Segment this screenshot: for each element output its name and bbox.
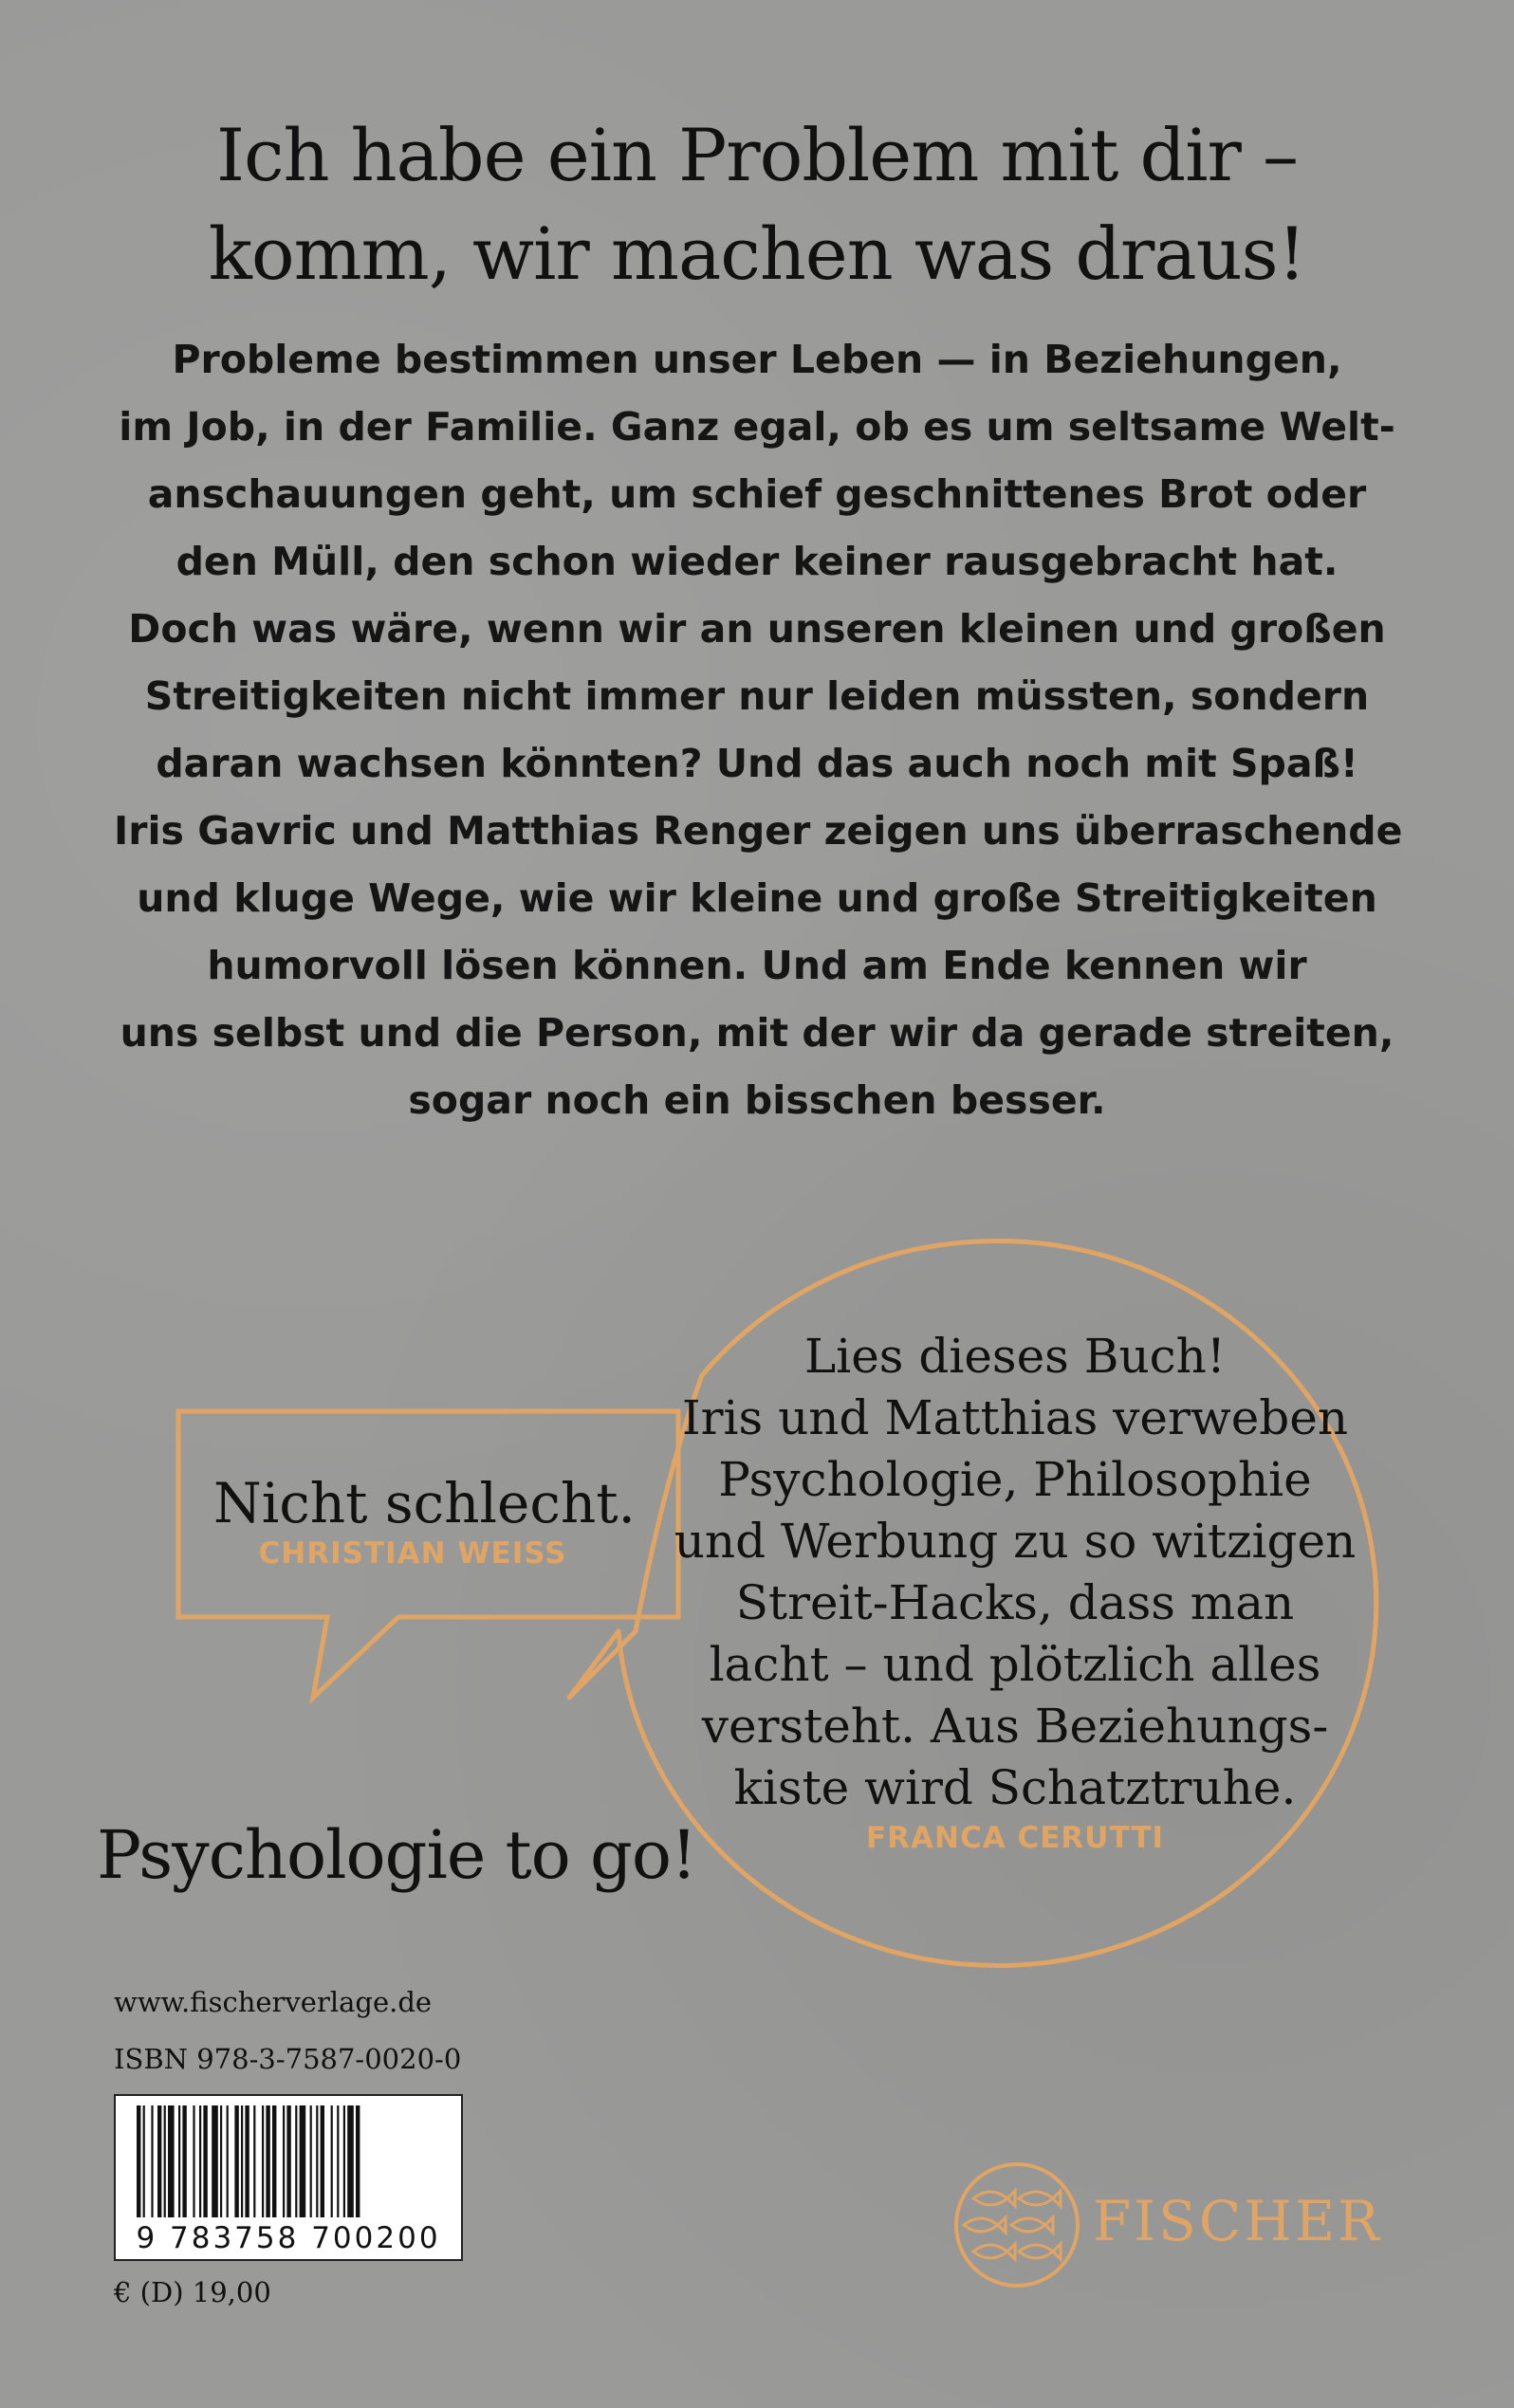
quote-small	[213, 1470, 636, 1571]
blurb-line: anschauungen geht, um schief geschnittenes Brot oder	[147, 471, 1367, 517]
blurb-line: Iris Gavric und Matthias Renger zeigen uns überraschende	[114, 808, 1403, 854]
blurb-line: sogar noch ein bisschen besser.	[408, 1077, 1106, 1123]
quote-large	[655, 1326, 1376, 1855]
quote-large-author: FRANCA CERUTTI	[865, 1821, 1165, 1855]
headline-line-2: komm, wir machen was draus!	[208, 211, 1306, 296]
quote-large-line: versteht. Aus Beziehungs-	[701, 1699, 1329, 1754]
blurb-line: den Müll, den schon wieder keiner rausgebracht hat.	[175, 539, 1339, 584]
barcode-number: 9 783758 700200	[136, 2221, 441, 2255]
blurb-line: daran wachsen könnten? Und das auch noch mit Spaß!	[156, 741, 1358, 786]
blurb-line: Streitigkeiten nicht immer nur leiden müssten, sondern	[144, 673, 1370, 719]
blurb-line: im Job, in der Familie. Ganz egal, ob es um seltsame Welt-	[119, 404, 1395, 450]
blurb-line: Doch was wäre, wenn wir an unseren kleinen und großen	[128, 606, 1386, 652]
quote-large-line: Lies dieses Buch!	[804, 1329, 1226, 1384]
fischer-fish-logo-icon	[952, 2160, 1081, 2289]
price: € (D) 19,00	[114, 2276, 271, 2308]
quote-small-text: Nicht schlecht.	[213, 1471, 636, 1535]
blurb-line: uns selbst und die Person, mit der wir da gerade streiten,	[120, 1010, 1394, 1056]
quote-large-line: Iris und Matthias verweben	[681, 1390, 1349, 1445]
blurb-line: humorvoll lösen können. Und am Ende kennen wir	[207, 943, 1307, 988]
quote-large-line: und Werbung zu so witzigen	[674, 1514, 1357, 1569]
tagline: Psychologie to go!	[97, 1816, 697, 1894]
headline-line-1: Ich habe ein Problem mit dir –	[215, 113, 1299, 197]
quote-small-author: CHRISTIAN WEISS	[258, 1536, 567, 1571]
blurb-line: Probleme bestimmen unser Leben — in Beziehungen,	[172, 337, 1342, 382]
quote-large-line: Streit-Hacks, dass man	[735, 1575, 1295, 1630]
quote-large-line: Psychologie, Philosophie	[718, 1452, 1312, 1507]
website: www.fischerverlage.de	[114, 1986, 433, 2018]
quote-large-line: kiste wird Schatztruhe.	[733, 1760, 1297, 1815]
quote-large-line: lacht – und plötzlich alles	[709, 1637, 1321, 1692]
barcode	[114, 2094, 463, 2261]
isbn: ISBN 978-3-7587-0020-0	[114, 2043, 462, 2075]
publisher-name: FISCHER	[1093, 2189, 1382, 2253]
blurb-line: und kluge Wege, wie wir kleine und große Streitigkeiten	[137, 875, 1377, 921]
